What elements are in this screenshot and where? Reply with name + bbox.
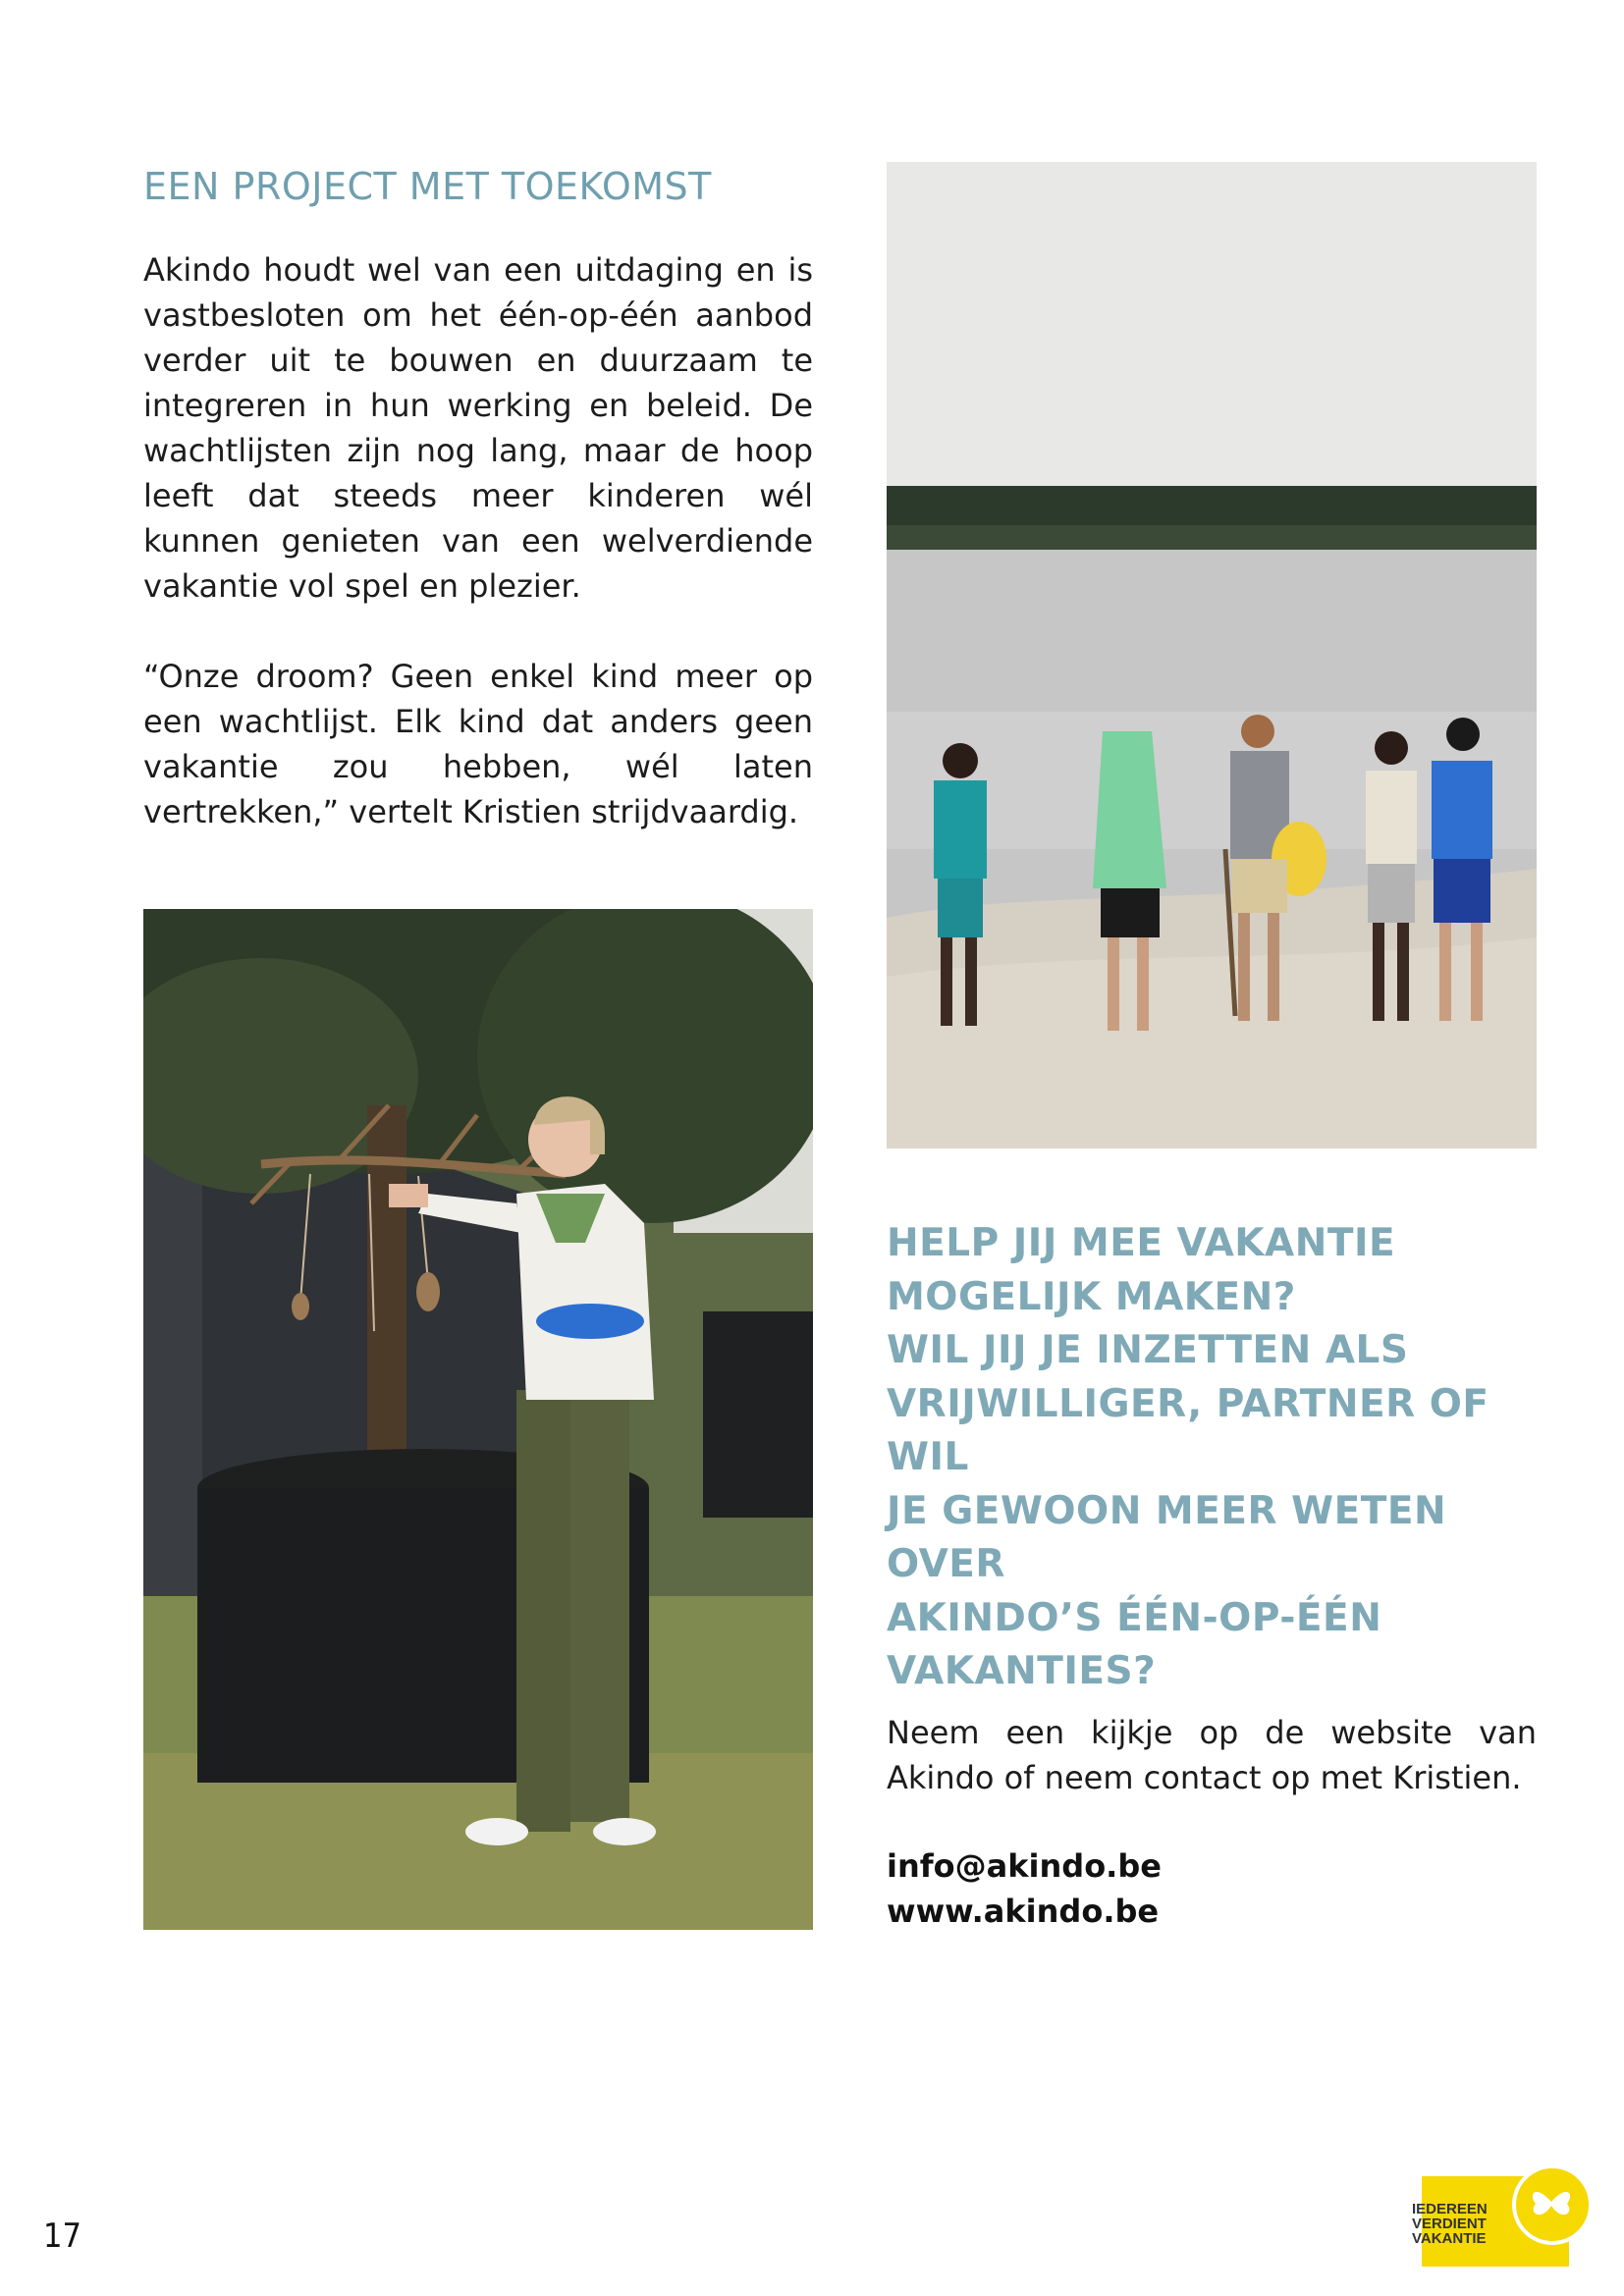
photo-children-at-lake bbox=[887, 162, 1537, 1148]
cta-line: WIL JIJ JE INZETTEN ALS bbox=[887, 1328, 1409, 1372]
iedereen-verdient-vakantie-logo bbox=[1404, 2164, 1596, 2272]
logo-line: VERDIENT bbox=[1412, 2216, 1487, 2232]
cta-line: JE GEWOON MEER WETEN OVER bbox=[887, 1488, 1447, 1586]
cta-line: MOGELIJK MAKEN? bbox=[887, 1274, 1296, 1319]
logo-line: IEDEREEN bbox=[1412, 2201, 1488, 2217]
butterfly-icon bbox=[1526, 2176, 1577, 2227]
cta-line: VRIJWILLIGER, PARTNER OF WIL bbox=[887, 1381, 1489, 1479]
contact-paragraph: Neem een kijkje op de website van Akindo of neem contact op met Kristien. bbox=[887, 1714, 1537, 1796]
cta-line: HELP JIJ MEE VAKANTIE bbox=[887, 1221, 1396, 1265]
page-number: 17 bbox=[43, 2216, 81, 2256]
email-link[interactable]: info@akindo.be bbox=[887, 1847, 1162, 1885]
cta-line: VAKANTIES? bbox=[887, 1649, 1157, 1693]
paragraph-quote: “Onze droom? Geen enkel kind meer op een wachtlijst. Elk kind dat anders geen vakantie zou hebben, wél laten vertrekken,” vertelt Kristien strijdvaardig. bbox=[143, 658, 813, 830]
website-link[interactable]: www.akindo.be bbox=[887, 1893, 1160, 1930]
logo-line: VAKANTIE bbox=[1412, 2230, 1487, 2247]
call-to-action-heading bbox=[887, 1217, 1537, 1699]
photo-woman-with-branch bbox=[143, 909, 813, 1930]
paragraph-intro: Akindo houdt wel van een uitdaging en is vastbesloten om het één-op-één aanbod verder uit te bouwen en duurzaam te integreren in hun werking en beleid. De wachtlijsten zijn nog lang, maar de hoop leeft dat steeds meer kinderen wél kunnen genieten van een welverdiende vakantie vol spel en plezier. bbox=[143, 251, 813, 605]
logo-wordmark bbox=[1412, 2202, 1510, 2246]
cta-line: AKINDO’S ÉÉN-OP-ÉÉN bbox=[887, 1595, 1382, 1640]
section-heading: EEN PROJECT MET TOEKOMST bbox=[143, 165, 712, 208]
